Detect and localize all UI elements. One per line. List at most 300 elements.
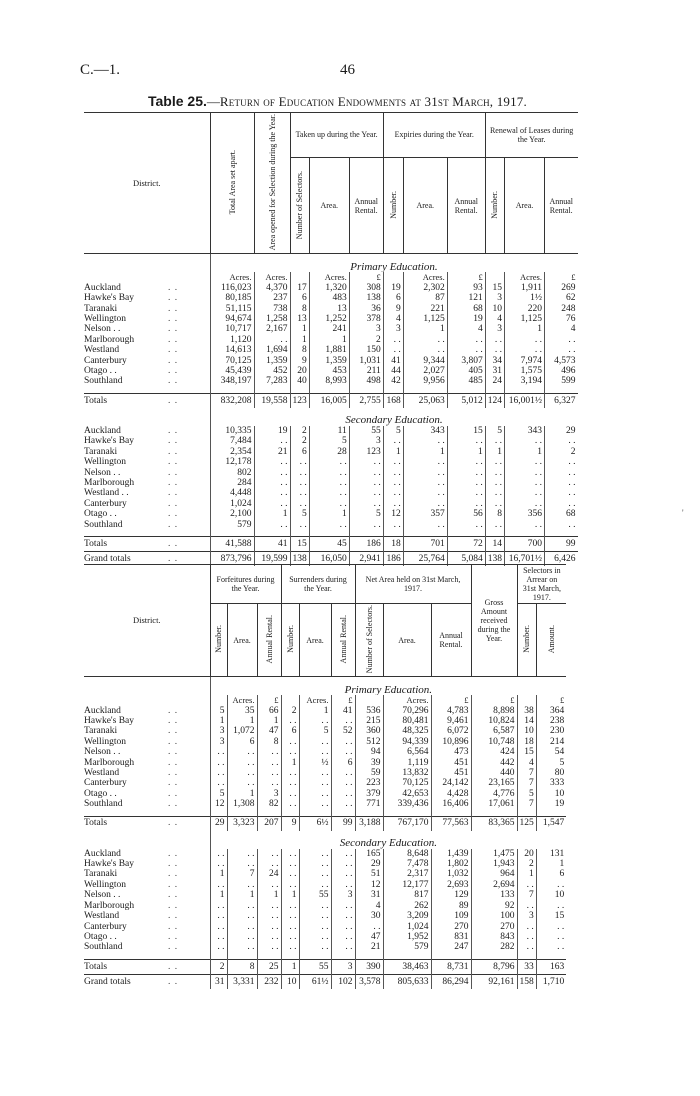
district-name: Taranaki <box>84 303 118 314</box>
value-cell: 262 <box>383 901 431 911</box>
value-cell: . . <box>257 849 281 859</box>
district-name: Otago . . <box>84 931 117 942</box>
value-cell: 364 <box>536 706 566 716</box>
value-cell: 138 <box>485 551 504 566</box>
value-cell: 2 <box>349 335 383 345</box>
value-cell: 68 <box>545 509 578 519</box>
district-name: Canterbury <box>84 498 127 509</box>
endowments-table-lower <box>84 564 566 989</box>
value-cell: 41 <box>331 706 355 716</box>
value-cell: . . <box>536 922 566 932</box>
value-cell: 6 <box>383 293 403 303</box>
value-cell: 25,063 <box>403 393 447 408</box>
value-cell: . . <box>299 932 331 942</box>
value-cell: 1,911 <box>505 283 545 293</box>
value-cell: 1,252 <box>309 314 349 324</box>
table-row <box>84 716 566 726</box>
value-cell: 150 <box>349 345 383 355</box>
value-cell: 1,125 <box>505 314 545 324</box>
value-cell: 21 <box>254 447 290 457</box>
value-cell: 7,974 <box>505 356 545 366</box>
value-cell: 3 <box>331 959 355 974</box>
value-cell: . . <box>210 911 227 921</box>
table-row <box>84 859 566 869</box>
value-cell: 2,167 <box>254 324 290 334</box>
value-cell: 1 <box>281 890 299 900</box>
district-name: Marlborough <box>84 757 135 768</box>
value-cell: . . <box>545 520 578 530</box>
value-cell: 19,599 <box>254 551 290 566</box>
value-cell: 36 <box>349 304 383 314</box>
value-cell: . . <box>281 901 299 911</box>
leader-dots: . . <box>168 931 179 942</box>
value-cell: . . <box>299 869 331 879</box>
value-cell: 125 <box>517 816 536 831</box>
value-cell: . . <box>281 778 299 788</box>
value-cell: 1 <box>299 706 331 716</box>
value-cell: 66 <box>257 706 281 716</box>
value-cell: 282 <box>471 942 517 952</box>
value-cell: 599 <box>545 376 578 386</box>
value-cell: . . <box>281 942 299 952</box>
unit-cell: Acres. <box>254 272 290 282</box>
surrenders-header: Surrenders during the Year. <box>281 565 355 604</box>
value-cell: . . <box>210 880 227 890</box>
value-cell: . . <box>383 478 403 488</box>
value-cell: 4 <box>485 314 504 324</box>
district-name: Auckland <box>84 425 121 436</box>
district-name: Grand totals <box>84 551 164 566</box>
value-cell: 44 <box>383 366 403 376</box>
value-cell: 1,120 <box>210 335 254 345</box>
value-cell: 70,125 <box>383 778 431 788</box>
value-cell: . . <box>227 768 257 778</box>
value-cell: 55 <box>299 959 331 974</box>
renewal-rental-header: Annual Rental. <box>545 157 578 254</box>
value-cell: 4,776 <box>471 789 517 799</box>
value-cell: 771 <box>355 799 383 809</box>
value-cell: . . <box>281 869 299 879</box>
secondary-section-label: Secondary Education. <box>210 408 578 426</box>
unit-cell: Acres. <box>505 272 545 282</box>
value-cell: . . <box>299 901 331 911</box>
value-cell: 138 <box>349 293 383 303</box>
value-cell: 29 <box>545 426 578 436</box>
value-cell: 9,461 <box>431 716 471 726</box>
value-cell: 1,952 <box>383 932 431 942</box>
value-cell: 10 <box>281 974 299 989</box>
value-cell: 270 <box>431 922 471 932</box>
value-cell: 700 <box>505 536 545 551</box>
value-cell: 121 <box>447 293 485 303</box>
value-cell: . . <box>403 345 447 355</box>
value-cell: 3 <box>485 293 504 303</box>
value-cell: . . <box>227 849 257 859</box>
endowments-table-upper <box>84 112 578 566</box>
value-cell: 13 <box>290 314 309 324</box>
leader-dots: . . <box>164 536 210 551</box>
leader-dots: . . <box>168 848 179 859</box>
value-cell: 3 <box>383 324 403 334</box>
value-cell: 10 <box>517 726 536 736</box>
value-cell: 1 <box>485 447 504 457</box>
value-cell: . . <box>536 932 566 942</box>
value-cell: 5 <box>290 509 309 519</box>
value-cell: 8 <box>290 304 309 314</box>
value-cell: . . <box>536 901 566 911</box>
value-cell: . . <box>299 911 331 921</box>
value-cell: . . <box>257 747 281 757</box>
value-cell: . . <box>505 520 545 530</box>
surrender-area-header: Area. <box>299 604 331 677</box>
primary-totals-row <box>84 816 566 831</box>
value-cell: . . <box>299 768 331 778</box>
value-cell: . . <box>210 849 227 859</box>
value-cell: 1,308 <box>227 799 257 809</box>
unit-cell: Acres. <box>383 695 431 705</box>
value-cell: 45 <box>309 536 349 551</box>
value-cell: . . <box>309 499 349 509</box>
value-cell: . . <box>485 468 504 478</box>
value-cell: 2,354 <box>210 447 254 457</box>
value-cell: 1,694 <box>254 345 290 355</box>
expiries-area-header: Area. <box>403 157 447 254</box>
value-cell: . . <box>309 457 349 467</box>
value-cell: 7 <box>517 768 536 778</box>
value-cell: . . <box>210 758 227 768</box>
value-cell: . . <box>517 942 536 952</box>
value-cell: 1,881 <box>309 345 349 355</box>
value-cell: . . <box>254 335 290 345</box>
value-cell: 221 <box>403 304 447 314</box>
value-cell: 424 <box>471 747 517 757</box>
value-cell: 10,824 <box>471 716 517 726</box>
value-cell: 333 <box>536 778 566 788</box>
value-cell: 16,050 <box>309 551 349 566</box>
value-cell: 1,710 <box>536 974 566 989</box>
value-cell: . . <box>545 335 578 345</box>
district-name: Taranaki <box>84 869 118 880</box>
leader-dots: . . <box>168 757 179 768</box>
renewal-header: Renewal of Leases during the Year. <box>485 113 577 158</box>
arrears-amount-header: Amount. <box>536 604 566 677</box>
district-name: Canterbury <box>84 778 127 789</box>
units-row <box>84 695 566 705</box>
value-cell: . . <box>545 478 578 488</box>
table-row <box>84 768 566 778</box>
value-cell: 360 <box>355 726 383 736</box>
value-cell: 4,783 <box>431 706 471 716</box>
value-cell: . . <box>331 768 355 778</box>
value-cell: 8,648 <box>383 849 431 859</box>
value-cell: 23,165 <box>471 778 517 788</box>
value-cell: 1 <box>403 324 447 334</box>
value-cell: 1,359 <box>309 356 349 366</box>
value-cell: . . <box>257 768 281 778</box>
table-row <box>84 789 566 799</box>
district-name: Canterbury <box>84 921 127 932</box>
value-cell: 19 <box>254 426 290 436</box>
unit-cell: Acres. <box>309 272 349 282</box>
value-cell: 5 <box>517 789 536 799</box>
value-cell: 2,694 <box>471 880 517 890</box>
value-cell: 5 <box>210 789 227 799</box>
value-cell: . . <box>403 478 447 488</box>
value-cell: 1 <box>290 324 309 334</box>
value-cell: 284 <box>210 478 254 488</box>
district-name: Marlborough <box>84 334 135 345</box>
value-cell: . . <box>254 499 290 509</box>
value-cell: 241 <box>309 324 349 334</box>
value-cell: 133 <box>471 890 517 900</box>
forfeit-number-header: Number. <box>210 604 227 677</box>
table-row <box>84 706 566 716</box>
value-cell: 51 <box>355 869 383 879</box>
value-cell: 1,943 <box>471 859 517 869</box>
value-cell: . . <box>257 922 281 932</box>
value-cell: . . <box>227 942 257 952</box>
value-cell: . . <box>281 849 299 859</box>
primary-section-label-row <box>84 254 578 273</box>
district-name: Westland . . <box>84 488 129 499</box>
value-cell: 41,588 <box>210 536 254 551</box>
value-cell: 100 <box>471 911 517 921</box>
table-row <box>84 324 578 334</box>
value-cell: 473 <box>431 747 471 757</box>
value-cell: 8,898 <box>471 706 517 716</box>
value-cell: 701 <box>403 536 447 551</box>
value-cell: . . <box>281 789 299 799</box>
value-cell: 5 <box>309 436 349 446</box>
district-name: Hawke's Bay <box>84 716 134 727</box>
value-cell: 35 <box>227 706 257 716</box>
value-cell: . . <box>331 799 355 809</box>
table-row <box>84 335 578 345</box>
value-cell: 42 <box>383 376 403 386</box>
value-cell: 356 <box>505 509 545 519</box>
net-rental-header: Annual Rental. <box>431 604 471 677</box>
value-cell: 1,475 <box>471 849 517 859</box>
value-cell: . . <box>227 880 257 890</box>
value-cell: 7 <box>517 778 536 788</box>
value-cell: . . <box>505 499 545 509</box>
value-cell: . . <box>331 859 355 869</box>
primary-section-label: Primary Education. <box>210 254 578 273</box>
value-cell: . . <box>281 768 299 778</box>
value-cell: 223 <box>355 778 383 788</box>
value-cell: 10,717 <box>210 324 254 334</box>
value-cell: 1½ <box>505 293 545 303</box>
value-cell: 59 <box>355 768 383 778</box>
value-cell: 21 <box>355 942 383 952</box>
district-name: Grand totals <box>84 974 164 989</box>
value-cell: 123 <box>290 393 309 408</box>
value-cell: 68 <box>447 304 485 314</box>
grand-totals-row <box>84 974 566 989</box>
unit-cell: Acres. <box>227 695 257 705</box>
value-cell: . . <box>210 768 227 778</box>
page-header <box>80 62 600 82</box>
value-cell: 5,012 <box>447 393 485 408</box>
value-cell: 25 <box>257 959 281 974</box>
unit-cell <box>355 695 383 705</box>
value-cell: 5 <box>210 706 227 716</box>
value-cell: 72 <box>447 536 485 551</box>
value-cell: 3 <box>210 726 227 736</box>
value-cell: . . <box>331 901 355 911</box>
value-cell: . . <box>331 869 355 879</box>
value-cell: 124 <box>485 393 504 408</box>
value-cell: 20 <box>517 849 536 859</box>
value-cell: . . <box>536 880 566 890</box>
value-cell: . . <box>299 747 331 757</box>
value-cell: . . <box>257 901 281 911</box>
value-cell: 138 <box>290 551 309 566</box>
leader-dots: . . <box>168 788 179 799</box>
value-cell: . . <box>299 737 331 747</box>
value-cell: . . <box>517 932 536 942</box>
value-cell: 1 <box>290 335 309 345</box>
value-cell: 19 <box>536 799 566 809</box>
unit-cell: Acres. <box>299 695 331 705</box>
primary-section-label: Primary Education. <box>210 677 566 696</box>
value-cell: 7 <box>517 799 536 809</box>
value-cell: . . <box>485 488 504 498</box>
table-row <box>84 911 566 921</box>
net-area-header: Net Area held on 31st March, 1917. <box>355 565 471 604</box>
value-cell: 6 <box>290 447 309 457</box>
value-cell: . . <box>545 499 578 509</box>
value-cell: 5 <box>485 426 504 436</box>
value-cell: . . <box>505 488 545 498</box>
unit-cell: £ <box>257 695 281 705</box>
value-cell: . . <box>403 335 447 345</box>
value-cell: . . <box>403 499 447 509</box>
expiries-number-header: Number. <box>383 157 403 254</box>
value-cell: . . <box>281 859 299 869</box>
value-cell: . . <box>257 859 281 869</box>
value-cell: 2 <box>517 859 536 869</box>
value-cell: 1 <box>536 859 566 869</box>
value-cell: . . <box>254 478 290 488</box>
value-cell: . . <box>331 942 355 952</box>
value-cell: . . <box>227 922 257 932</box>
value-cell: 34 <box>485 356 504 366</box>
district-name: Totals <box>84 816 164 831</box>
value-cell: 579 <box>210 520 254 530</box>
value-cell: 41 <box>254 536 290 551</box>
value-cell: 10 <box>485 304 504 314</box>
value-cell: . . <box>299 789 331 799</box>
value-cell: 498 <box>349 376 383 386</box>
value-cell: 10 <box>536 789 566 799</box>
value-cell: 48,325 <box>383 726 431 736</box>
leader-dots: . . <box>168 446 179 457</box>
value-cell: . . <box>485 478 504 488</box>
value-cell: 3,209 <box>383 911 431 921</box>
district-name: Totals <box>84 959 164 974</box>
value-cell: 4,428 <box>431 789 471 799</box>
value-cell: . . <box>545 468 578 478</box>
value-cell: 15 <box>517 747 536 757</box>
value-cell: . . <box>485 345 504 355</box>
value-cell: 6,564 <box>383 747 431 757</box>
value-cell: 805,633 <box>383 974 431 989</box>
value-cell: . . <box>331 789 355 799</box>
district-name: Totals <box>84 536 164 551</box>
value-cell: . . <box>331 737 355 747</box>
total-area-header: Total Area set apart. <box>210 113 254 254</box>
leader-dots: . . <box>168 726 179 737</box>
unit-cell: £ <box>447 272 485 282</box>
value-cell: 3 <box>210 737 227 747</box>
table-row <box>84 849 566 859</box>
table-row <box>84 509 578 519</box>
unit-cell <box>517 695 536 705</box>
value-cell: . . <box>299 859 331 869</box>
value-cell: . . <box>210 778 227 788</box>
arrears-header: Selectors in Arrear on 31st March, 1917. <box>517 565 566 604</box>
value-cell: 308 <box>349 283 383 293</box>
table-row <box>84 758 566 768</box>
value-cell: 379 <box>355 789 383 799</box>
value-cell: 8 <box>227 959 257 974</box>
value-cell: . . <box>281 880 299 890</box>
leader-dots: . . <box>168 314 179 325</box>
value-cell: 873,796 <box>210 551 254 566</box>
value-cell: . . <box>447 436 485 446</box>
value-cell: 41 <box>383 356 403 366</box>
leader-dots: . . <box>168 334 179 345</box>
value-cell: 1,024 <box>383 922 431 932</box>
value-cell: 29 <box>210 816 227 831</box>
table-row <box>84 932 566 942</box>
value-cell: . . <box>210 932 227 942</box>
leader-dots: . . <box>168 498 179 509</box>
value-cell: 8,731 <box>431 959 471 974</box>
value-cell: . . <box>257 911 281 921</box>
value-cell: 6,587 <box>471 726 517 736</box>
value-cell: . . <box>281 922 299 932</box>
table-row <box>84 366 578 376</box>
value-cell: 4 <box>355 901 383 911</box>
value-cell: . . <box>257 758 281 768</box>
value-cell: 10,896 <box>431 737 471 747</box>
table-row <box>84 922 566 932</box>
value-cell: 70,125 <box>210 356 254 366</box>
value-cell: 12 <box>210 799 227 809</box>
leader-dots: . . <box>164 393 210 408</box>
district-name: Otago . . <box>84 366 117 377</box>
leader-dots: . . <box>168 768 179 779</box>
district-name: Nelson . . <box>84 324 121 335</box>
leader-dots: . . <box>168 519 179 530</box>
value-cell: 767,170 <box>383 816 431 831</box>
value-cell: 16,406 <box>431 799 471 809</box>
value-cell: 1,032 <box>431 869 471 879</box>
district-name: Nelson . . <box>84 890 121 901</box>
value-cell: 1 <box>210 869 227 879</box>
value-cell: 831 <box>431 932 471 942</box>
district-name: Otago . . <box>84 788 117 799</box>
value-cell: 3 <box>349 436 383 446</box>
value-cell: 30 <box>355 911 383 921</box>
value-cell: 186 <box>383 551 403 566</box>
table-row <box>84 869 566 879</box>
table-row <box>84 436 578 446</box>
value-cell: 2,755 <box>349 393 383 408</box>
value-cell: 165 <box>355 849 383 859</box>
